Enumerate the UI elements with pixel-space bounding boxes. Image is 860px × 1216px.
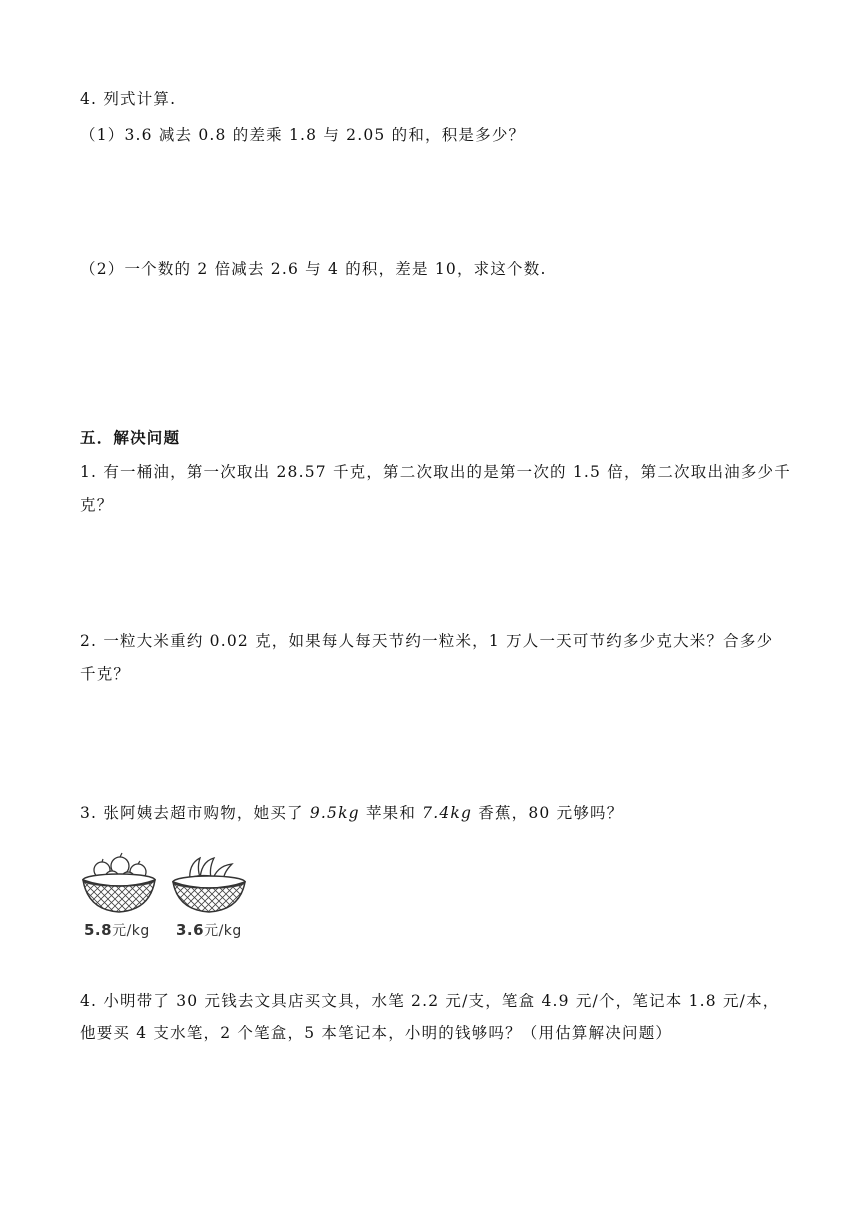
problem-2-line1: 2. 一粒大米重约 0.02 克，如果每人每天节约一粒米，1 万人一天可节约多少克大米？合多少 [80, 632, 774, 650]
apple-quantity: 9.5kg [309, 804, 360, 822]
question-2: （2）一个数的 2 倍减去 2.6 与 4 的积，差是 10，求这个数. [80, 260, 547, 278]
problem-4-line1: 4. 小明带了 30 元钱去文具店买文具，水笔 2.2 元/支，笔盒 4.9 元/个，笔记本 1.8 元/本， [80, 992, 780, 1010]
banana-quantity: 7.4kg [422, 804, 473, 822]
problem-3 [80, 802, 623, 824]
problem-2-line2: 千克？ [80, 665, 131, 683]
apple-price: 5.8 [84, 921, 113, 939]
problem-1-line1: 1. 有一桶油，第一次取出 28.57 千克，第二次取出的是第一次的 1.5 倍，第二次取出油多少千 [80, 463, 791, 481]
banana-basket-icon [170, 852, 248, 916]
banana-unit: 元/kg [204, 923, 242, 939]
section5-title: 五．解决问题 [80, 428, 181, 447]
problem-3-suffix: 香蕉，80 元够吗？ [472, 804, 624, 822]
problem-4-line2: 他要买 4 支水笔，2 个笔盒，5 本笔记本，小明的钱够吗？（用估算解决问题） [80, 1024, 673, 1042]
problem-3-mid: 苹果和 [359, 804, 423, 822]
banana-price: 3.6 [176, 921, 205, 939]
problem-3-prefix: 3. 张阿姨去超市购物，她买了 [80, 804, 310, 822]
apple-unit: 元/kg [112, 923, 150, 939]
banana-price-label [176, 920, 242, 940]
problem-1-line2: 克？ [80, 496, 114, 514]
section4-title: 4. 列式计算. [80, 90, 177, 108]
apple-price-label [84, 920, 150, 940]
apple-basket-icon [80, 850, 158, 916]
question-1: （1）3.6 减去 0.8 的差乘 1.8 与 2.05 的和，积是多少？ [80, 126, 526, 144]
